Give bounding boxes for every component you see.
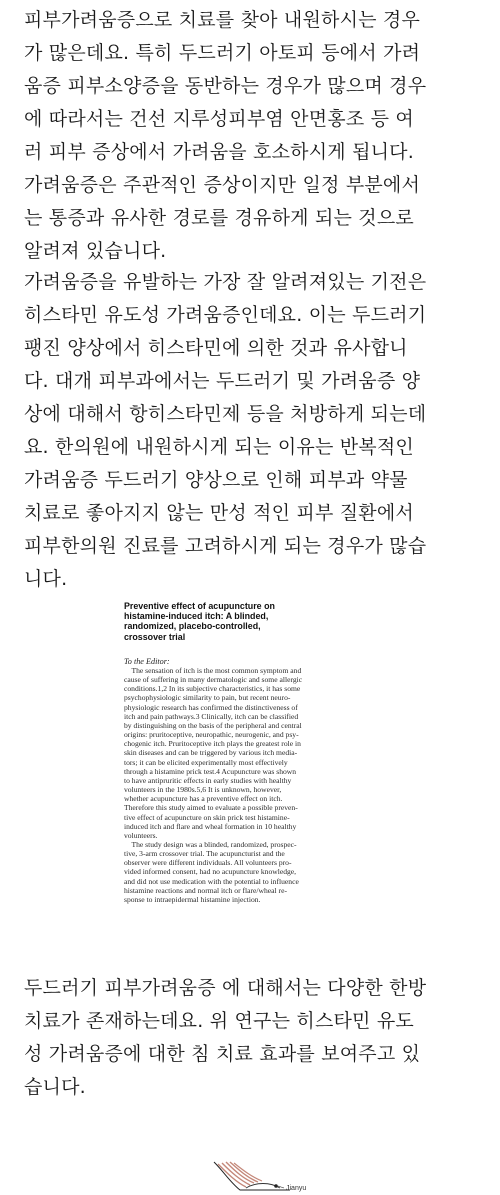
intro-paragraph: 피부가려움증으로 치료를 찾아 내원하시는 경우 가 많은데요. 특히 두드러기 아토피 등에서 가려 움증 피부소양증을 동반하는 경우가 많으며 경우 에 따라서는 건선 지루성피부염 안면홍조 등 여 러 피부 증상에서 가려움을 호소하시게 됩니다. 가려움증은 주관적인 증상이지만 일정 부분에서 는 통증과 유사한 경로를 경유하게 되는 것으로 알려져 있습니다.	[24, 9, 427, 262]
acupoint-label: Jianyu	[286, 1185, 307, 1192]
mechanism-paragraph: 가려움증을 유발하는 가장 잘 알려져있는 기전은 히스타민 유도성 가려움증인데요. 이는 두드러기 팽진 양상에서 히스타민에 의한 것과 유사합니 다. 대개 피부과에서는 두드러기 및 가려움증 양 상에 대해서 항히스타민제 등을 처방하게 되는데 요. 한의원에 내원하시게 되는 이유는 반복적인 가려움증 두드러기 양상으로 인해 피부과 약물 치료로 좋아지지 않는 만성 적인 피부 질환에서 피부한의원 진료를 고려하시게 되는 경우가 많습 니다.	[24, 271, 427, 590]
shoulder-anatomy-figure	[180, 1160, 340, 1195]
article-salutation: To the Editor:	[124, 657, 170, 666]
article-title: Preventive effect of acupuncture on histamine-induced itch: A blinded, randomized, placebo-controlled, crossover trial	[124, 601, 275, 642]
conclusion-paragraph: 두드러기 피부가려움증 에 대해서는 다양한 한방 치료가 존재하는데요. 위 연구는 히스타민 유도 성 가려움증에 대한 침 치료 효과를 보여주고 있 습니다.	[24, 977, 427, 1098]
article-body: The sensation of itch is the most common symptom and cause of suffering in many dermatologic and some allergic conditions.1,2 In its subjective characteristics, it has some psychophysiologic similarity to pain, but recent neuro- physiologic research has confirmed the distinctiveness of itch and pain pathways.3 Clinically, itch can be classified by distinguishing on the basis of the peripheral and central origins: pruritoceptive, neuropathic, neurogenic, and psy- chogenic itch. Pruritoceptive itch plays the greatest role in skin diseases and can be triggered by various itch media- tors; it can be elicited experimentally most effectively through a histamine prick test.4 Acupuncture was shown to have antipruritic effects in early studies with healthy volunteers in the 1980s.5,6 It is unknown, however, whether acupuncture has a preventive effect on itch. Therefore this study aimed to evaluate a possible preven- tive effect of acupuncture on skin prick test histamine- induced itch and flare and wheal formation in 10 healthy volunteers. The study design was a blinded, randomized, prospec- tive, 3-arm crossover trial. The acupuncturist and the observer were different individuals. All volunteers pro- vided informed consent, had no acupuncture knowledge, and did not use medication with the potential to influence histamine reactions and normal itch or flare/wheal re- sponse to intraepidermal histamine injection.	[124, 666, 303, 904]
journal-article-image	[116, 596, 352, 970]
